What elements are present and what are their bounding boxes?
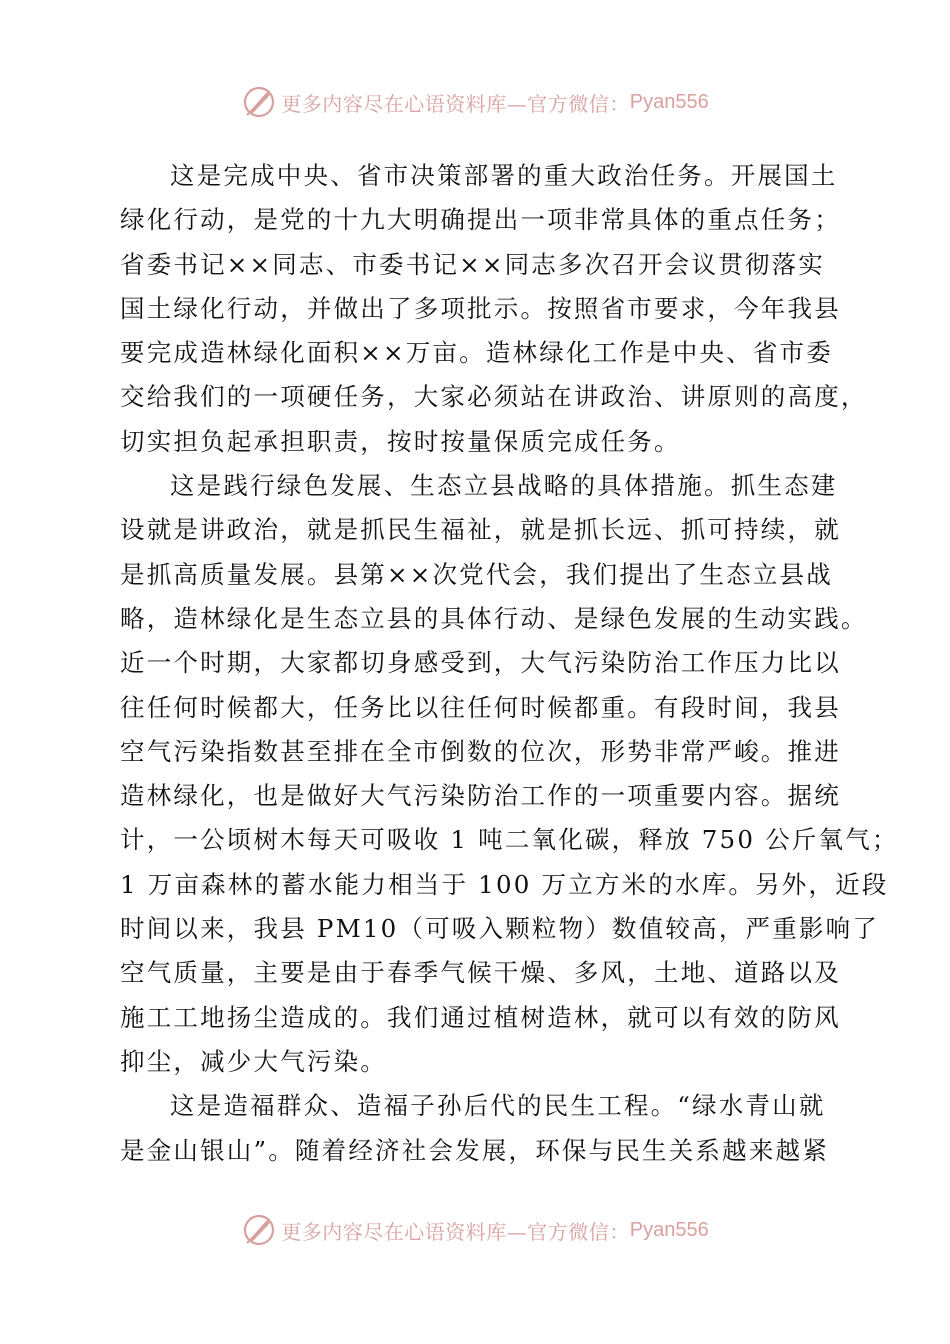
text-line: 往任何时候都大，任务比以往任何时候都重。有段时间，我县	[120, 692, 841, 722]
paragraph	[120, 464, 899, 1084]
quill-logo-icon	[241, 84, 277, 120]
text-line: 时间以来，我县 PM10（可吸入颗粒物）数值较高，严重影响了	[120, 914, 880, 944]
text-line: 近一个时期，大家都切身感受到，大气污染防治工作压力比以	[120, 648, 841, 678]
paragraph	[120, 1084, 836, 1173]
text-line: 计，一公顷树木每天可吸收 1 吨二氧化碳，释放 750 公斤氧气；	[120, 825, 899, 855]
banner-wechat-id: Pyan556	[629, 1218, 709, 1241]
text-line: 是抓高质量发展。县第××次党代会，我们提出了生态立县战	[120, 559, 833, 589]
text-line: 空气质量，主要是由于春季气候干燥、多风，土地、道路以及	[120, 958, 841, 988]
banner-text: 更多内容尽在心语资料库—官方微信：	[281, 91, 630, 116]
text-line: 交给我们的一项硬任务，大家必须站在讲政治、讲原则的高度，	[120, 382, 868, 412]
text-line: 是金山银山”。随着经济社会发展，环保与民生关系越来越紧	[120, 1135, 829, 1165]
text-line: 这是完成中央、省市决策部署的重大政治任务。开展国土	[170, 161, 838, 190]
document-body	[120, 154, 899, 1173]
text-line: 抑尘，减少大气污染。	[120, 1046, 387, 1076]
banner-text: 更多内容尽在心语资料库—官方微信：	[281, 1219, 630, 1244]
text-line: 这是造福群众、造福子孙后代的民生工程。“绿水青山就	[170, 1091, 826, 1121]
text-line: 这是践行绿色发展、生态立县战略的具体措施。抓生态建	[170, 471, 838, 501]
text-line: 绿化行动，是党的十九大明确提出一项非常具体的重点任务；	[120, 205, 841, 235]
text-line: 设就是讲政治，就是抓民生福祉，就是抓长远、抓可持续，就	[120, 515, 841, 545]
text-line: 空气污染指数甚至排在全市倒数的位次，形势非常严峻。推进	[120, 736, 841, 766]
text-line: 切实担负起承担职责，按时按量保质完成任务。	[120, 426, 681, 456]
header-banner	[0, 82, 950, 122]
text-line: 要完成造林绿化面积××万亩。造林绿化工作是中央、省市委	[120, 338, 833, 368]
paragraph	[120, 154, 868, 464]
text-line: 国土绿化行动，并做出了多项批示。按照省市要求，今年我县	[120, 293, 841, 323]
text-line: 造林绿化，也是做好大气污染防治工作的一项重要内容。据统	[120, 781, 841, 811]
text-line: 略，造林绿化是生态立县的具体行动、是绿色发展的生动实践。	[120, 603, 868, 633]
text-line: 1 万亩森林的蓄水能力相当于 100 万立方米的水库。另外，近段	[120, 869, 889, 899]
quill-logo-icon	[241, 1212, 277, 1248]
footer-banner	[0, 1210, 950, 1250]
text-line: 省委书记××同志、市委书记××同志多次召开会议贯彻落实	[120, 249, 826, 279]
text-line: 施工工地扬尘造成的。我们通过植树造林，就可以有效的防风	[120, 1002, 841, 1032]
banner-wechat-id: Pyan556	[629, 90, 709, 113]
